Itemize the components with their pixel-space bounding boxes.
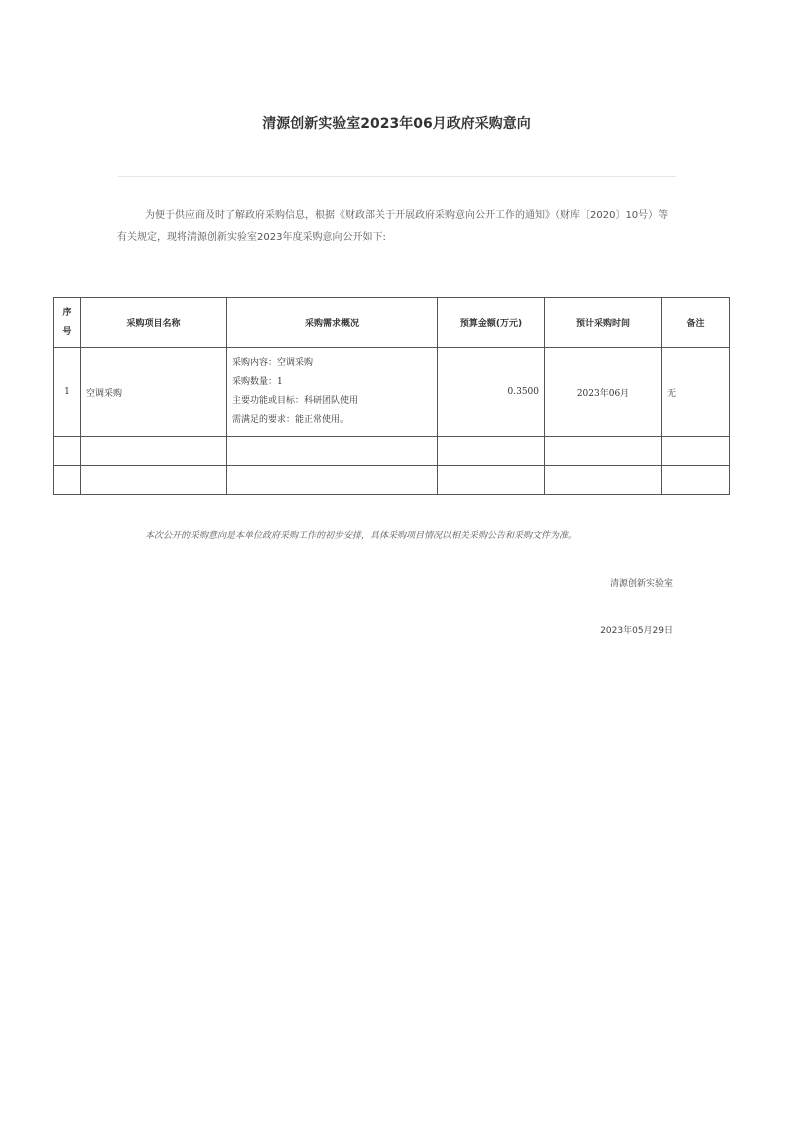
cell-empty xyxy=(227,437,438,466)
table-row xyxy=(54,348,730,437)
header-seq-line2: 号 xyxy=(62,326,72,337)
procurement-table xyxy=(53,297,730,495)
table-header-row xyxy=(54,298,730,348)
header-requirements: 采购需求概况 xyxy=(227,298,438,348)
cell-requirements xyxy=(227,348,438,437)
title-divider xyxy=(118,176,676,177)
cell-empty xyxy=(545,466,662,495)
disclaimer-note: 本次公开的采购意向是本单位政府采购工作的初步安排，具体采购项目情况以相关采购公告和采购文件为准。 xyxy=(145,531,578,541)
header-time: 预计采购时间 xyxy=(545,298,662,348)
cell-name: 空调采购 xyxy=(81,348,227,437)
requirement-line: 采购数量：1 xyxy=(232,377,283,387)
cell-empty xyxy=(438,466,545,495)
cell-empty xyxy=(54,437,81,466)
cell-empty xyxy=(81,466,227,495)
table-row-empty xyxy=(54,437,730,466)
header-name: 采购项目名称 xyxy=(81,298,227,348)
cell-budget: 0.3500 xyxy=(438,348,545,437)
header-remarks: 备注 xyxy=(662,298,730,348)
requirement-line: 主要功能或目标：科研团队使用 xyxy=(232,396,359,406)
cell-empty xyxy=(54,466,81,495)
header-seq xyxy=(54,298,81,348)
cell-empty xyxy=(81,437,227,466)
requirement-line: 需满足的要求：能正常使用。 xyxy=(232,415,350,425)
page-title: 清源创新实验室2023年06月政府采购意向 xyxy=(262,116,531,132)
signer-name: 清源创新实验室 xyxy=(609,579,673,589)
header-seq-line1: 序 xyxy=(62,307,72,318)
cell-empty xyxy=(545,437,662,466)
cell-time: 2023年06月 xyxy=(545,348,662,437)
cell-empty xyxy=(662,437,730,466)
header-budget: 预算金额(万元) xyxy=(438,298,545,348)
table-row-empty xyxy=(54,466,730,495)
requirement-line: 采购内容：空调采购 xyxy=(232,358,314,368)
cell-empty xyxy=(438,437,545,466)
cell-remarks: 无 xyxy=(662,348,730,437)
cell-empty xyxy=(662,466,730,495)
cell-seq: 1 xyxy=(54,348,81,437)
intro-paragraph: 为便于供应商及时了解政府采购信息，根据《财政部关于开展政府采购意向公开工作的通知》（财库〔2020〕10号）等有关规定，现将清源创新实验室2023年度采购意向公开如下: xyxy=(117,210,669,243)
signature-date: 2023年05月29日 xyxy=(600,626,673,636)
cell-empty xyxy=(227,466,438,495)
